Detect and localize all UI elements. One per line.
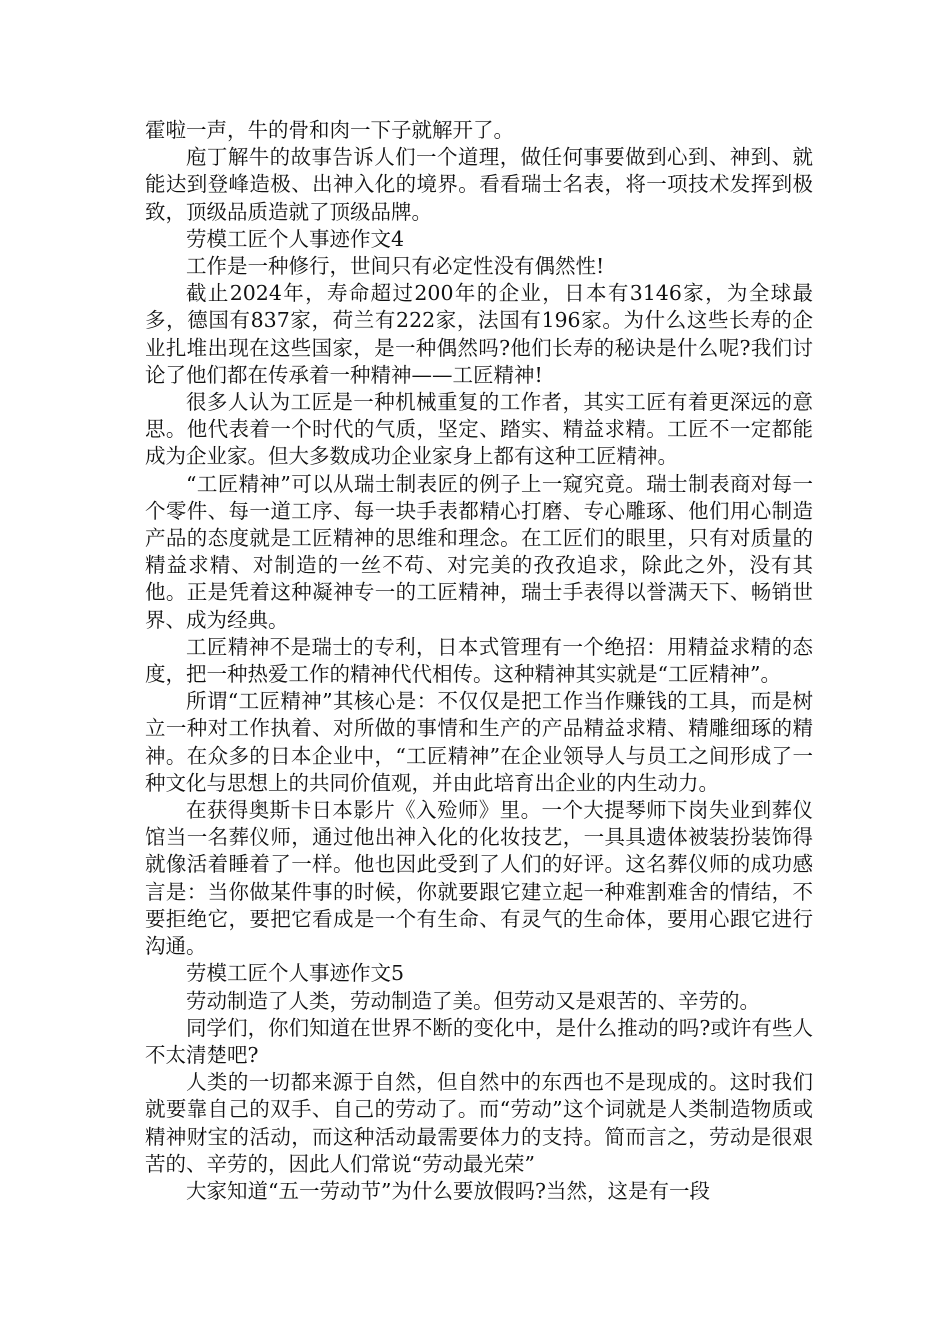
paragraph-8: 所谓“工匠精神”其核心是：不仅仅是把工作当作赚钱的工具，而是树立一种对工作执着、对所做的事情和生产的产品精益求精、精雕细琢的精神。在众多的日本企业中，“工匠精神”在企业领导人与员工之间形成了一种文化与思想上的共同价值观，并由此培育出企业的内生动力。: [145, 689, 813, 795]
paragraph-12: 人类的一切都来源于自然，但自然中的东西也不是现成的。这时我们就要靠自己的双手、自己的劳动了。而“劳动”这个词就是人类制造物质或精神财宝的活动，而这种活动最需要体力的支持。简而言之，劳动是很艰苦的、辛劳的，因此人们常说“劳动最光荣”: [145, 1070, 813, 1176]
paragraph-5: 很多人认为工匠是一种机械重复的工作者，其实工匠有着更深远的意思。他代表着一个时代的气质，坚定、踏实、精益求精。工匠不一定都能成为企业家。但大多数成功企业家身上都有这种工匠精神。: [145, 390, 813, 469]
paragraph-1: 霍啦一声，牛的骨和肉一下子就解开了。: [145, 118, 514, 142]
paragraph-7: 工匠精神不是瑞士的专利，日本式管理有一个绝招：用精益求精的态度，把一种热爱工作的精神代代相传。这种精神其实就是“工匠精神”。: [145, 634, 813, 687]
document-body: [145, 117, 813, 1205]
paragraph-4: 截止2024年，寿命超过200年的企业，日本有3146家，为全球最多，德国有837家，荷兰有222家，法国有196家。为什么这些长寿的企业扎堆出现在这些国家，是一种偶然吗?他们长寿的秘诀是什么呢?我们讨论了他们都在传承着一种精神——工匠精神!: [145, 281, 813, 387]
paragraph-13: 大家知道“五一劳动节”为什么要放假吗?当然，这是有一段: [186, 1178, 710, 1203]
paragraph-3: 工作是一种修行，世间只有必定性没有偶然性!: [186, 254, 605, 279]
section-heading-5: 劳模工匠个人事迹作文5: [186, 961, 405, 986]
paragraph-6: “工匠精神”可以从瑞士制表匠的例子上一窥究竟。瑞士制表商对每一个零件、每一道工序、每一块手表都精心打磨、专心雕琢、他们用心制造产品的态度就是工匠精神的思维和理念。在工匠们的眼里，只有对质量的精益求精、对制造的一丝不苟、对完美的孜孜追求，除此之外，没有其他。正是凭着这种凝神专一的工匠精神，瑞士手表得以誉满天下、畅销世界、成为经典。: [145, 471, 813, 632]
section-heading-4: 劳模工匠个人事迹作文4: [186, 226, 405, 251]
paragraph-11: 同学们，你们知道在世界不断的变化中，是什么推动的吗?或许有些人不太清楚吧?: [145, 1015, 813, 1067]
paragraph-2: 庖丁解牛的故事告诉人们一个道理，做任何事要做到心到、神到、就能达到登峰造极、出神入化的境界。看看瑞士名表，将一项技术发挥到极致，顶级品质造就了顶级品牌。: [145, 145, 813, 224]
paragraph-10: 劳动制造了人类，劳动制造了美。但劳动又是艰苦的、辛劳的。: [186, 988, 760, 1013]
paragraph-9: 在获得奥斯卡日本影片《入殓师》里。一个大提琴师下岗失业到葬仪馆当一名葬仪师，通过他出神入化的化妆技艺，一具具遗体被装扮装饰得就像活着睡着了一样。他也因此受到了人们的好评。这名葬仪师的成功感言是：当你做某件事的时候，你就要跟它建立起一种难割难舍的情结，不要拒绝它，要把它看成是一个有生命、有灵气的生命体，要用心跟它进行沟通。: [145, 798, 813, 959]
